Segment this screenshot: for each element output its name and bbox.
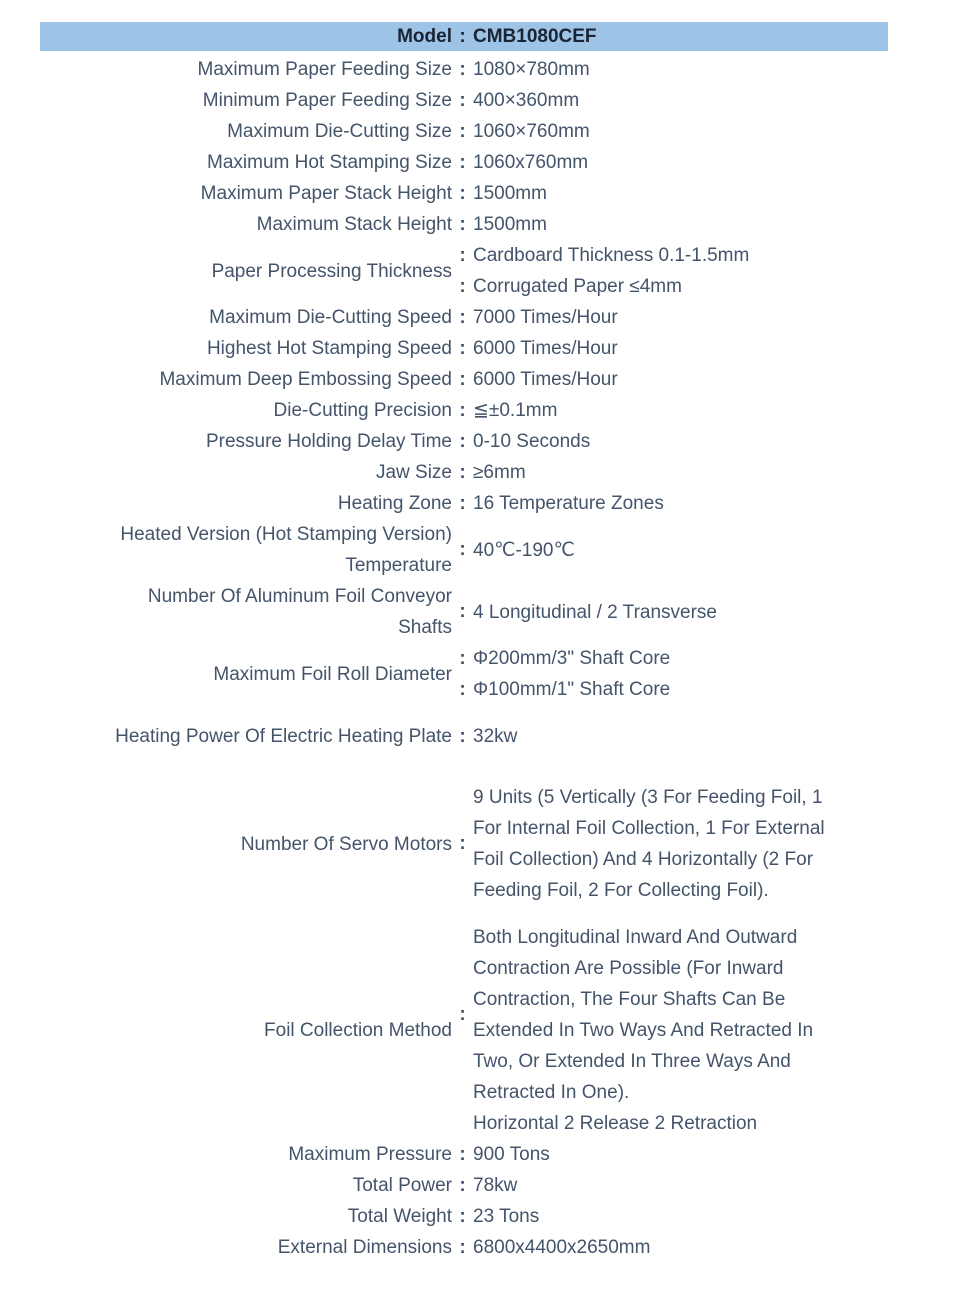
spec-colon: : (459, 244, 466, 266)
spec-colon: : (459, 151, 466, 173)
spec-label-line: Highest Hot Stamping Speed (206, 338, 452, 359)
spec-value-line: 400×360mm (473, 90, 580, 111)
spec-value-paragraph (452, 1170, 931, 1201)
spec-value (452, 643, 931, 705)
spec-value-line: 6000 Times/Hour (473, 338, 618, 359)
spec-value (452, 240, 931, 302)
spec-value-paragraph (452, 209, 931, 240)
spec-row (40, 364, 931, 395)
spec-value-line: Contraction, The Four Shafts Can Be (473, 989, 786, 1010)
spec-value-line: Horizontal 2 Release 2 Retraction (473, 1113, 758, 1134)
spec-colon: : (459, 833, 466, 854)
spec-value-line: Retracted In One). (473, 1082, 630, 1103)
spec-label-line: External Dimensions (277, 1237, 452, 1258)
spec-colon: : (459, 58, 466, 80)
spec-value (452, 147, 931, 178)
spec-value-lines (473, 1232, 931, 1263)
spec-value (452, 597, 931, 628)
spec-value-lines (473, 782, 931, 906)
spec-label (40, 364, 452, 395)
spec-value-paragraph (452, 922, 931, 1108)
spec-label (40, 302, 452, 333)
spec-colon: : (459, 89, 466, 111)
spec-value-paragraph (452, 364, 931, 395)
spec-row (40, 581, 931, 643)
spec-row (40, 147, 931, 178)
spec-label-line: Maximum Deep Embossing Speed (159, 369, 452, 390)
spec-label (40, 256, 452, 287)
spec-label (40, 488, 452, 519)
spec-value-paragraph (452, 178, 931, 209)
spec-colon: : (459, 213, 466, 235)
spec-colon: : (459, 647, 466, 669)
spec-row (40, 54, 931, 85)
spec-label-line: Number Of Servo Motors (240, 833, 452, 855)
spec-value-paragraph (452, 721, 931, 752)
spec-label (40, 581, 452, 643)
spec-label-line: Total Weight (347, 1206, 452, 1227)
spec-label-line: Shafts (398, 617, 452, 638)
spec-value-lines (473, 178, 931, 209)
spec-label (40, 721, 452, 752)
spec-value-lines (473, 240, 931, 271)
spec-value-lines (473, 147, 931, 178)
spec-value-line: 6000 Times/Hour (473, 369, 618, 390)
spec-row (40, 643, 931, 705)
spec-colon: : (459, 492, 466, 514)
spec-value-line: Φ100mm/1" Shaft Core (473, 679, 671, 700)
spec-label (40, 659, 452, 690)
spec-label-line: Total Power (352, 1175, 452, 1196)
spec-value-line: 0-10 Seconds (473, 431, 591, 452)
spec-value-line: Extended In Two Ways And Retracted In (473, 1020, 814, 1041)
spec-value (452, 1201, 931, 1232)
spec-value (452, 457, 931, 488)
spec-value-paragraph (452, 302, 931, 333)
spec-colon: : (459, 1143, 466, 1165)
spec-value (452, 426, 931, 457)
spec-value-line: 16 Temperature Zones (473, 493, 664, 514)
spec-colon: : (459, 1004, 466, 1025)
spec-value (452, 302, 931, 333)
spec-value-line: 40℃-190℃ (473, 539, 575, 561)
spec-value-lines (473, 488, 931, 519)
spec-colon: : (459, 601, 466, 622)
spec-value-paragraph (452, 426, 931, 457)
spec-label-line: Heating Zone (337, 493, 452, 514)
spec-value-line: 9 Units (5 Vertically (3 For Feeding Foil, 1 (473, 787, 823, 808)
spec-value-lines (473, 395, 931, 426)
spec-label (40, 54, 452, 85)
spec-value (452, 116, 931, 147)
spec-label (40, 519, 452, 581)
spec-value-line: Φ200mm/3" Shaft Core (473, 648, 671, 669)
model-label: Model (397, 26, 452, 47)
spec-label-line: Foil Collection Method (264, 1020, 452, 1041)
spec-row (40, 395, 931, 426)
spec-value (452, 85, 931, 116)
spec-value-line: 1060×760mm (473, 121, 590, 142)
spec-value-paragraph (452, 1201, 931, 1232)
spec-row (40, 209, 931, 240)
spec-value-lines (473, 209, 931, 240)
model-header-bar (40, 22, 888, 51)
spec-value (452, 1170, 931, 1201)
spec-value-lines (473, 597, 931, 628)
spec-value-lines (473, 54, 931, 85)
spec-label (40, 178, 452, 209)
spec-row (40, 426, 931, 457)
spec-value-lines (473, 333, 931, 364)
spec-value-paragraph (452, 535, 931, 566)
spec-value-lines (473, 1170, 931, 1201)
model-colon: : (459, 26, 466, 47)
spec-label-line: Die-Cutting Precision (273, 400, 452, 421)
spec-colon: : (459, 399, 466, 421)
spec-label (40, 85, 452, 116)
spec-row (40, 721, 931, 752)
spec-value-lines (473, 1108, 931, 1139)
spec-label (40, 333, 452, 364)
spec-colon: : (459, 120, 466, 142)
spec-label (40, 395, 452, 426)
spec-value (452, 535, 931, 566)
spec-value-paragraph (452, 1108, 931, 1139)
spec-label-line: Maximum Die-Cutting Size (227, 121, 452, 142)
spec-value-paragraph (452, 240, 931, 271)
spec-value-line: 23 Tons (473, 1206, 540, 1227)
spec-value (452, 488, 931, 519)
spec-row (40, 488, 931, 519)
spec-colon: : (459, 678, 466, 700)
spec-colon: : (459, 306, 466, 328)
spec-value (452, 178, 931, 209)
spec-value-paragraph (452, 85, 931, 116)
spec-value-lines (473, 535, 931, 566)
spec-row (40, 333, 931, 364)
spec-label-line: Paper Processing Thickness (211, 260, 452, 282)
spec-row (40, 116, 931, 147)
spec-value-line: 1080×780mm (473, 59, 590, 80)
spec-row (40, 178, 931, 209)
spec-value (452, 1232, 931, 1263)
spec-value (452, 922, 931, 1139)
spec-value-line: ≥6mm (473, 462, 526, 483)
spec-value-lines (473, 364, 931, 395)
spec-value-paragraph (452, 597, 931, 628)
spec-label-line: Pressure Holding Delay Time (205, 431, 452, 452)
spec-value-lines (473, 426, 931, 457)
spec-value (452, 364, 931, 395)
spec-label (40, 209, 452, 240)
spec-value (452, 395, 931, 426)
spec-value-lines (473, 457, 931, 488)
spec-label (40, 1170, 452, 1201)
spec-value-paragraph (452, 457, 931, 488)
spec-value-line: 1500mm (473, 214, 547, 235)
spec-label-line: Maximum Stack Height (256, 214, 452, 235)
spec-label (40, 426, 452, 457)
spec-value (452, 721, 931, 752)
spec-colon: : (459, 1174, 466, 1196)
spec-value-line: Feeding Foil, 2 For Collecting Foil). (473, 880, 769, 901)
spec-label-line: Heating Power Of Electric Heating Plate (115, 726, 452, 747)
spec-value-line: 78kw (473, 1175, 518, 1196)
spec-label-line: Maximum Paper Stack Height (200, 183, 452, 204)
spec-value-lines (473, 922, 931, 1108)
spec-value-line: 32kw (473, 726, 518, 747)
spec-value-paragraph (452, 1139, 931, 1170)
spec-value-lines (473, 302, 931, 333)
spec-colon: : (459, 275, 466, 297)
spec-row (40, 1201, 931, 1232)
spec-label-line: Maximum Pressure (288, 1144, 452, 1165)
spec-colon: : (459, 1205, 466, 1227)
spec-row (40, 1232, 931, 1263)
spec-value-paragraph (452, 1232, 931, 1263)
spec-label (40, 829, 452, 860)
spec-value-line: Corrugated Paper ≤4mm (473, 276, 682, 297)
spec-value-line: Foil Collection) And 4 Horizontally (2 For (473, 849, 814, 870)
spec-value (452, 209, 931, 240)
spec-value-line: For Internal Foil Collection, 1 For External (473, 818, 825, 839)
spec-row (40, 240, 931, 302)
spec-value-paragraph (452, 782, 931, 906)
spec-value-line: 1060x760mm (473, 152, 589, 173)
spec-row (40, 1139, 931, 1170)
spec-colon: : (459, 539, 466, 560)
spec-value-paragraph (452, 674, 931, 705)
spec-colon: : (459, 725, 466, 747)
spec-value (452, 1139, 931, 1170)
spec-rows (40, 51, 931, 1263)
spec-value-paragraph (452, 643, 931, 674)
model-value: CMB1080CEF (473, 26, 597, 47)
spec-label-line: Number Of Aluminum Foil Conveyor (147, 586, 452, 607)
spec-value-paragraph (452, 54, 931, 85)
spec-row (40, 782, 931, 906)
spec-label-line: Minimum Paper Feeding Size (202, 90, 452, 111)
spec-value (452, 54, 931, 85)
spec-value-line: Cardboard Thickness 0.1-1.5mm (473, 245, 750, 266)
spec-value-line: 4 Longitudinal / 2 Transverse (473, 601, 717, 623)
spec-value-paragraph (452, 147, 931, 178)
spec-value (452, 782, 931, 906)
spec-value-line: 7000 Times/Hour (473, 307, 618, 328)
spec-value-line: 900 Tons (473, 1144, 550, 1165)
spec-value-lines (473, 116, 931, 147)
spec-row (40, 1170, 931, 1201)
spec-value-line: Both Longitudinal Inward And Outward (473, 927, 798, 948)
spec-colon: : (459, 182, 466, 204)
spec-label (40, 1201, 452, 1232)
spec-label-line: Maximum Hot Stamping Size (207, 152, 452, 173)
spec-row (40, 85, 931, 116)
spec-colon: : (459, 461, 466, 483)
spec-label-line: Maximum Foil Roll Diameter (213, 663, 452, 685)
spec-value-lines (473, 721, 931, 752)
spec-label-line: Jaw Size (375, 462, 452, 483)
spec-value-paragraph (452, 395, 931, 426)
spec-value-line: 1500mm (473, 183, 547, 204)
spec-colon: : (459, 337, 466, 359)
spec-value-lines (473, 271, 931, 302)
spec-row (40, 922, 931, 1139)
spec-label-line: Maximum Paper Feeding Size (197, 59, 452, 80)
spec-value-line: Two, Or Extended In Three Ways And (473, 1051, 791, 1072)
spec-colon: : (459, 1236, 466, 1258)
spec-label (40, 1232, 452, 1263)
spec-value-lines (473, 674, 931, 705)
spec-value-paragraph (452, 488, 931, 519)
spec-label (40, 116, 452, 147)
spec-colon: : (459, 430, 466, 452)
spec-value-lines (473, 1201, 931, 1232)
spec-label (40, 457, 452, 488)
spec-value-line: 6800x4400x2650mm (473, 1237, 651, 1258)
spec-label-line: Maximum Die-Cutting Speed (209, 307, 452, 328)
spec-colon: : (459, 368, 466, 390)
spec-row (40, 519, 931, 581)
spec-value-paragraph (452, 271, 931, 302)
spec-value-line: ≦±0.1mm (473, 400, 558, 421)
spec-row (40, 457, 931, 488)
spec-value-paragraph (452, 333, 931, 364)
spec-label (40, 1139, 452, 1170)
spec-row (40, 302, 931, 333)
spec-value-lines (473, 643, 931, 674)
spec-value-lines (473, 1139, 931, 1170)
spec-value-paragraph (452, 116, 931, 147)
spec-label (40, 1015, 452, 1046)
spec-label-line: Temperature (345, 555, 452, 576)
spec-label-line: Heated Version (Hot Stamping Version) (120, 524, 452, 545)
spec-value-line: Contraction Are Possible (For Inward (473, 958, 784, 979)
spec-value-lines (473, 85, 931, 116)
spec-label (40, 147, 452, 178)
spec-value (452, 333, 931, 364)
